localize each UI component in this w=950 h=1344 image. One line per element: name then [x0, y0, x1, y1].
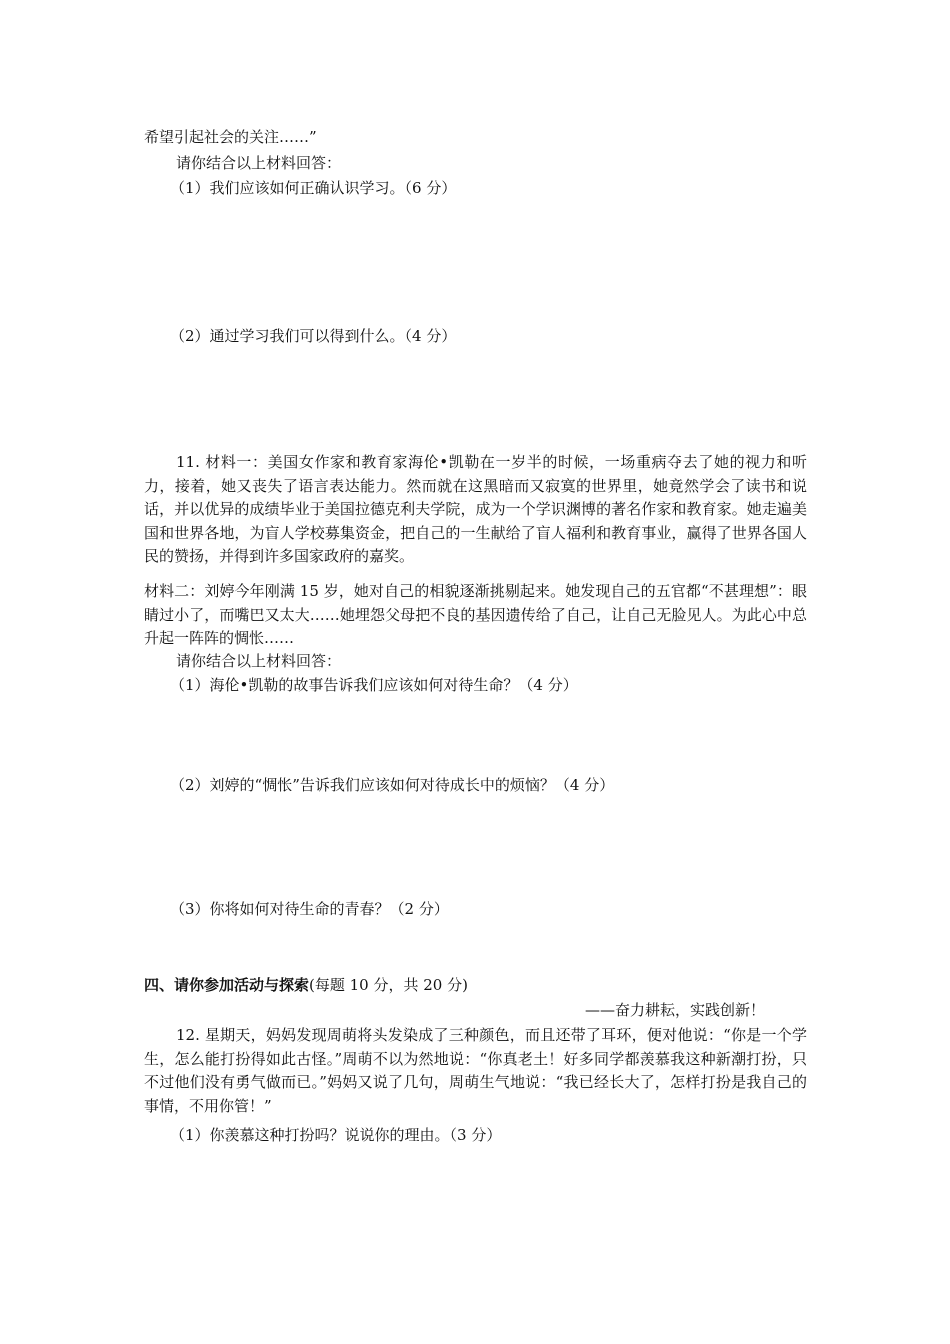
q11-subquestion-3: （3）你将如何对待生命的青春？（2 分）: [170, 900, 449, 918]
q12-subquestion-1: （1）你羡慕这种打扮吗？说说你的理由。（3 分）: [170, 1126, 502, 1144]
q11-prompt: 请你结合以上材料回答：: [176, 652, 342, 670]
q11-subquestion-1: （1）海伦•凯勒的故事告诉我们应该如何对待生命？（4 分）: [170, 676, 578, 694]
q10-subquestion-2: （2）通过学习我们可以得到什么。（4 分）: [170, 327, 457, 345]
q12-text: 12. 星期天，妈妈发现周萌将头发染成了三种颜色，而且还带了耳环，便对他说：“你是一个学生，怎么能打扮得如此古怪。”周萌不以为然地说：“你真老土！好多同学都羡慕我这种新潮打扮，只不过他们没有勇气做而已。”妈妈又说了几句，周萌生气地说：“我已经长大了，怎样打扮是我自己的事情，不用你管！”: [144, 1026, 807, 1115]
section-4-motto: ——奋力耕耘，实践创新！: [585, 1001, 766, 1019]
q10-subquestion-1: （1）我们应该如何正确认识学习。（6 分）: [170, 179, 457, 197]
section-4-score: (每题 10 分，共 20 分): [309, 976, 468, 994]
q11-material-2: 材料二：刘婷今年刚满 15 岁，她对自己的相貌逐渐挑剔起来。她发现自己的五官都“不甚理想”：眼睛过小了，而嘴巴又太大……她埋怨父母把不良的基因遗传给了自己，让自己无脸见人。为此心中总升起一阵阵的惆怅……: [144, 582, 807, 647]
section-4-title: 四、请你参加活动与探索: [144, 976, 310, 994]
q11-material-1: 11. 材料一：美国女作家和教育家海伦•凯勒在一岁半的时候，一场重病夺去了她的视力和听力，接着，她又丧失了语言表达能力。然而就在这黑暗而又寂寞的世界里，她竟然学会了读书和说话，并以优异的成绩毕业于美国拉德克利夫学院，成为一个学识渊博的著名作家和教育家。她走遍美国和世界各地，为盲人学校募集资金，把自己的一生献给了盲人福利和教育事业，赢得了世界各国人民的赞扬，并得到许多国家政府的嘉奖。: [144, 453, 807, 565]
q11-subquestion-2: （2）刘婷的“惆怅”告诉我们应该如何对待成长中的烦恼？（4 分）: [170, 776, 615, 794]
q10-prompt: 请你结合以上材料回答：: [176, 154, 342, 172]
q10-material-tail: 希望引起社会的关注……”: [144, 128, 317, 146]
section-4-heading: [144, 975, 468, 995]
